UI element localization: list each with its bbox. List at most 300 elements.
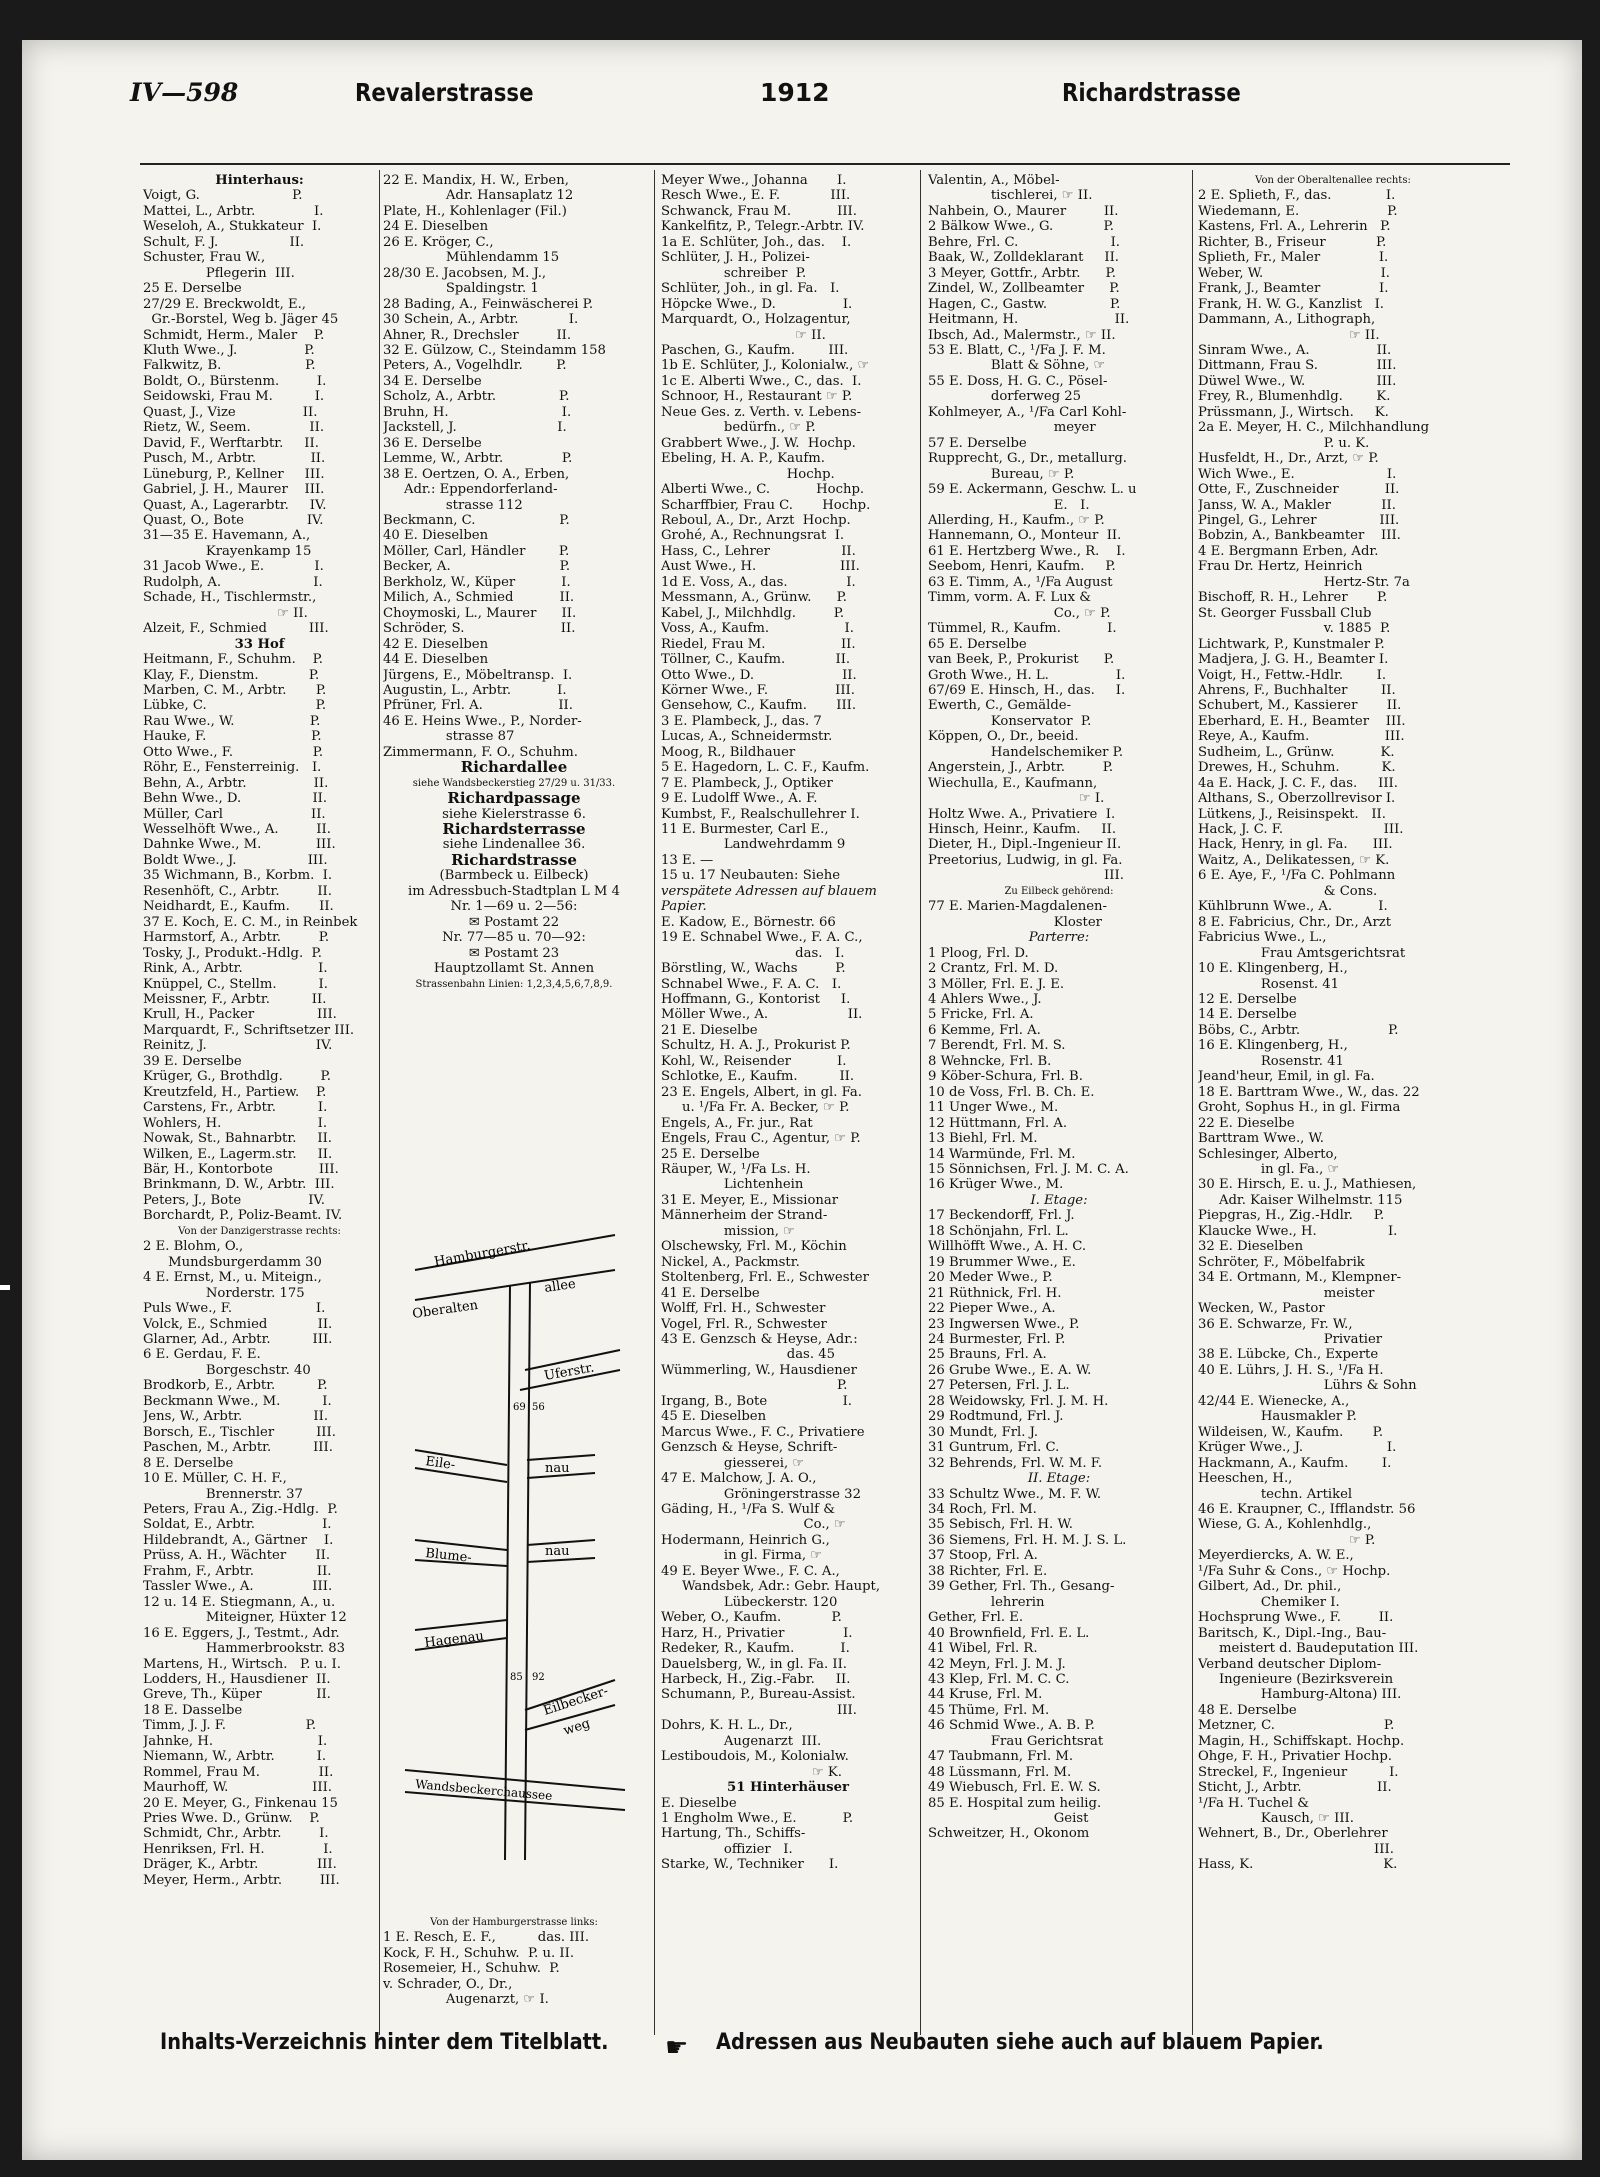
directory-entry: ¹/Fa H. Tuchel &	[1198, 1795, 1310, 1811]
directory-entry: Bär, H., Kontorbote III.	[143, 1162, 339, 1177]
directory-entry: Holtz Wwe. A., Privatiere I.	[928, 806, 1116, 822]
directory-entry: Meyer Wwe., Johanna I.	[661, 173, 847, 188]
directory-entry: ¹/Fa Suhr & Cons., ☞ Hochp.	[1198, 1563, 1391, 1579]
directory-entry: 1 Ploog, Frl. D.	[928, 945, 1029, 961]
directory-entry: 5 E. Hagedorn, L. C. F., Kaufm.	[661, 760, 870, 776]
directory-entry: Sticht, J., Arbtr. II.	[1198, 1780, 1392, 1796]
map-label-hagenau: Hagenau	[423, 1628, 485, 1651]
directory-entry: Tassler Wwe., A. III.	[143, 1579, 333, 1595]
directory-entry: Dohrs, K. H. L., Dr.,	[661, 1718, 793, 1734]
directory-entry: Lührs & Sohn	[1198, 1378, 1417, 1394]
directory-entry: lehrerin	[928, 1594, 1045, 1610]
directory-entry: Greve, Th., Küper II.	[143, 1687, 331, 1703]
directory-entry: 21 E. Dieselbe	[661, 1022, 758, 1038]
directory-entry: Gether, Frl. E.	[928, 1610, 1024, 1626]
directory-entry: Rink, A., Arbtr. I.	[143, 961, 328, 977]
directory-entry: 51 Hinterhäuser	[727, 1780, 849, 1796]
directory-entry: Alberti Wwe., C. Hochp.	[661, 482, 865, 498]
directory-entry: Peters, A., Vogelhdlr. P.	[383, 358, 567, 374]
directory-entry: Lichtwark, P., Kunstmaler P.	[1198, 636, 1385, 652]
directory-entry: Irgang, B., Bote I.	[661, 1393, 852, 1409]
directory-entry: Moog, R., Bildhauer	[661, 744, 796, 760]
directory-entry: im Adressbuch-Stadtplan L M 4	[408, 883, 620, 899]
directory-entry: Kumbst, F., Realschullehrer I.	[661, 806, 860, 822]
directory-entry: Wohlers, H. I.	[143, 1115, 328, 1131]
directory-entry: Dieter, H., Dipl.-Ingenieur II.	[928, 837, 1122, 853]
directory-entry: Husfeldt, H., Dr., Arzt, ☞ P.	[1198, 451, 1379, 467]
directory-entry: verspätete Adressen auf blauem	[661, 883, 877, 899]
directory-entry: Höpcke Wwe., D. I.	[661, 296, 853, 312]
directory-entry: 48 E. Derselbe	[1198, 1702, 1297, 1718]
map-number-69: 69	[513, 1402, 526, 1413]
directory-entry: Groth Wwe., H. L. I.	[928, 667, 1126, 683]
directory-entry: Kankelfitz, P., Telegr.-Arbtr. IV.	[661, 219, 865, 235]
directory-entry: Hagen, C., Gastw. P.	[928, 296, 1121, 312]
directory-entry: 26 E. Kröger, C.,	[383, 234, 494, 250]
directory-entry: Weber, O., Kaufm. P.	[661, 1610, 842, 1626]
directory-entry: Gensehow, C., Kaufm. III.	[661, 698, 857, 714]
directory-entry: Riedel, Frau M. II.	[661, 636, 856, 652]
directory-entry: Wecken, W., Pastor	[1198, 1301, 1325, 1317]
directory-entry: P. u. K.	[1198, 435, 1370, 451]
directory-entry: Privatier	[1198, 1331, 1383, 1347]
directory-entry: Marben, C. M., Arbtr. P.	[143, 682, 327, 698]
directory-entry: meyer	[928, 420, 1096, 436]
directory-entry: 59 E. Ackermann, Geschw. L. u	[928, 482, 1137, 498]
directory-entry: 3 Meyer, Gottfr., Arbtr. P.	[928, 265, 1116, 281]
directory-entry: 31 Guntrum, Frl. C.	[928, 1440, 1060, 1456]
map-label-weg: weg	[561, 1716, 593, 1739]
directory-entry: Schmidt, Herm., Maler P.	[143, 327, 325, 343]
directory-entry: Olschewsky, Frl. M., Köchin	[661, 1239, 847, 1255]
page-footer	[160, 2030, 1500, 2064]
directory-entry: Meyer, Herm., Arbtr. III.	[143, 1872, 340, 1888]
directory-entry: Frank, H. W. G., Kanzlist I.	[1198, 296, 1384, 312]
directory-entry: Nahbein, O., Maurer II.	[928, 203, 1119, 219]
directory-entry: 22 Pieper Wwe., A.	[928, 1301, 1056, 1317]
directory-entry: Voigt, H., Fettw.-Hdlr. I.	[1198, 667, 1387, 683]
directory-entry: offizier I.	[661, 1841, 793, 1857]
directory-entry: 18 Schönjahn, Frl. L.	[928, 1223, 1069, 1239]
directory-entry: Weber, W. I.	[1198, 265, 1390, 281]
directory-entry: Möller Wwe., A. II.	[661, 1007, 863, 1023]
directory-entry: Borchardt, P., Poliz-Beamt. IV.	[143, 1208, 343, 1224]
page-header	[130, 78, 1510, 126]
map-label-allee: allee	[543, 1276, 577, 1296]
directory-entry: Otto Wwe., D. II.	[661, 667, 857, 683]
directory-entry: 28/30 E. Jacobsen, M. J.,	[383, 265, 547, 281]
directory-entry: Klaucke Wwe., H. I.	[1198, 1223, 1398, 1239]
directory-entry: Ohge, F. H., Privatier Hochp.	[1198, 1749, 1392, 1765]
directory-entry: Prüss, A. H., Wächter II.	[143, 1548, 331, 1564]
directory-entry: Nickel, A., Packmstr.	[661, 1254, 800, 1270]
directory-entry: Kock, F. H., Schuhw. P. u. II.	[383, 1945, 575, 1961]
directory-entry: 19 E. Schnabel Wwe., F. A. C.,	[661, 930, 863, 946]
directory-entry: 41 E. Derselbe	[661, 1285, 760, 1301]
directory-entry: 30 E. Hirsch, E. u. J., Mathiesen,	[1198, 1177, 1417, 1193]
directory-entry: Hinterhaus:	[215, 173, 304, 188]
footer-index-note: Inhalts-Verzeichnis hinter dem Titelblatt.	[160, 2030, 609, 2055]
footer-new-buildings-note: Adressen aus Neubauten siehe auch auf blauem Papier.	[716, 2030, 1324, 2055]
directory-entry: 55 E. Doss, H. G. C., Pösel-	[928, 373, 1108, 389]
directory-entry: 2 E. Blohm, O.,	[143, 1239, 244, 1255]
directory-entry: Landwehrdamm 9	[661, 837, 846, 853]
directory-entry: Hildebrandt, A., Gärtner I.	[143, 1532, 334, 1548]
directory-entry: Seebom, Henri, Kaufm. P.	[928, 559, 1116, 575]
directory-entry: Niemann, W., Arbtr. I.	[143, 1749, 327, 1765]
directory-entry: 20 Meder Wwe., P.	[928, 1270, 1053, 1286]
directory-entry: Scholz, A., Arbtr. P.	[383, 389, 570, 405]
year-heading: 1912	[760, 78, 830, 107]
page-number: IV—598	[130, 78, 239, 107]
directory-column-5	[1198, 173, 1468, 2028]
directory-entry: Jackstell, J. I.	[383, 420, 567, 436]
directory-entry: Geist	[928, 1811, 1089, 1827]
directory-entry: Lodders, H., Hausdiener II.	[143, 1671, 331, 1687]
directory-entry: 15 Sönnichsen, Frl. J. M. C. A.	[928, 1162, 1129, 1177]
directory-entry: Mattei, L., Arbtr. I.	[143, 203, 324, 219]
directory-entry: Schweitzer, H., Ökonom	[928, 1826, 1090, 1842]
directory-entry: das. 45	[661, 1347, 835, 1363]
directory-entry: 34 Roch, Frl. M.	[928, 1501, 1037, 1517]
directory-entry: Lübke, C. P.	[143, 698, 327, 714]
directory-entry: Zindel, W., Zollbeamter P.	[928, 281, 1120, 297]
directory-entry: Düwel Wwe., W. III.	[1198, 373, 1397, 389]
directory-entry: Schubert, M., Kassierer II.	[1198, 698, 1402, 714]
directory-entry: Kabel, J., Milchhdlg. P.	[661, 605, 845, 621]
directory-entry: bedürfn., ☞ P.	[661, 420, 816, 436]
directory-entry: 6 E. Gerdau, F. E.	[143, 1347, 261, 1363]
directory-entry: 14 E. Derselbe	[1198, 1007, 1297, 1023]
directory-entry: Böbs, C., Arbtr. P.	[1198, 1022, 1399, 1038]
directory-entry: Ingenieure (Bezirksverein	[1198, 1671, 1394, 1687]
directory-entry: Resch Wwe., E. F. III.	[661, 188, 851, 204]
directory-entry: Weseloh, A., Stukkateur I.	[143, 219, 322, 235]
directory-entry: Neue Ges. z. Verth. v. Lebens-	[661, 404, 862, 420]
directory-entry: Quast, O., Bote IV.	[143, 512, 324, 528]
directory-entry: Von der Oberaltenallee rechts:	[1255, 175, 1411, 186]
header-rule	[140, 163, 1510, 165]
directory-entry: Tümmel, R., Kaufm. I.	[928, 621, 1117, 637]
directory-entry: E. Kadow, E., Börnestr. 66	[661, 914, 836, 930]
directory-entry: 32 E. Dieselben	[1198, 1239, 1304, 1255]
directory-entry: Splieth, Fr., Maler I.	[1198, 250, 1389, 266]
directory-entry: in gl. Firma, ☞	[661, 1548, 823, 1564]
directory-entry: 40 E. Dieselben	[383, 528, 489, 544]
directory-entry: 36 Siemens, Frl. H. M. J. S. L.	[928, 1532, 1127, 1548]
directory-entry: 22 E. Mandix, H. W., Erben,	[383, 173, 569, 188]
directory-entry: Paschen, M., Arbtr. III.	[143, 1440, 333, 1456]
directory-entry: Hausmakler P.	[1198, 1409, 1357, 1425]
directory-entry: Alzeit, F., Schmied III.	[143, 621, 329, 637]
directory-entry: 10 E. Müller, C. H. F.,	[143, 1471, 287, 1487]
directory-entry: 37 E. Koch, E. C. M., in Reinbek	[143, 914, 358, 930]
directory-entry: Jens, W., Arbtr. II.	[143, 1409, 329, 1425]
directory-entry: Ebeling, H. A. P., Kaufm.	[661, 451, 825, 467]
directory-entry: 23 E. Engels, Albert, in gl. Fa.	[661, 1084, 862, 1100]
directory-entry: Milich, A., Schmied II.	[383, 590, 575, 606]
directory-entry: Augenarzt, ☞ I.	[383, 1992, 549, 2008]
directory-entry: Knüppel, C., Stellm. I.	[143, 976, 328, 992]
directory-entry: Hertz-Str. 7a	[1198, 574, 1410, 590]
directory-entry: Falkwitz, B. P.	[143, 358, 316, 374]
directory-entry: 49 Wiebusch, Frl. E. W. S.	[928, 1780, 1101, 1796]
directory-entry: Jeand'heur, Emil, in gl. Fa.	[1198, 1069, 1375, 1085]
directory-entry: Behre, Frl. C. I.	[928, 234, 1120, 250]
directory-entry: u. ¹/Fa Fr. A. Becker, ☞ P.	[661, 1100, 850, 1116]
directory-entry: Blatt & Söhne, ☞	[928, 358, 1106, 374]
directory-entry: P.	[661, 1378, 848, 1394]
directory-entry: 46 Schmid Wwe., A. B. P.	[928, 1718, 1095, 1734]
directory-entry: Köppen, O., Dr., beeid.	[928, 729, 1079, 745]
directory-entry: 30 Schein, A., Arbtr. I.	[383, 312, 579, 328]
directory-entry: 15 u. 17 Neubauten: Siehe	[661, 868, 841, 884]
column-divider	[1192, 170, 1193, 2035]
directory-entry: meister	[1198, 1285, 1375, 1301]
directory-entry: Richardstrasse	[451, 852, 577, 869]
directory-entry: 5 Fricke, Frl. A.	[928, 1007, 1034, 1023]
map-label-hamburger: Hamburgerstr.	[433, 1238, 532, 1270]
directory-entry: 48 Lüssmann, Frl. M.	[928, 1764, 1072, 1780]
directory-entry: Pflegerin III.	[143, 265, 295, 281]
directory-entry: Richardallee	[460, 760, 568, 776]
directory-entry: 57 E. Derselbe	[928, 435, 1027, 451]
directory-entry: Dauelsberg, W., in gl. Fa. II.	[661, 1656, 847, 1672]
map-number-92: 92	[532, 1672, 545, 1683]
directory-entry: Peters, J., Bote IV.	[143, 1192, 325, 1208]
directory-entry: Reinitz, J. IV.	[143, 1038, 333, 1054]
directory-entry: Otto Wwe., F. P.	[143, 744, 324, 760]
directory-entry: Nr. 1—69 u. 2—56:	[450, 899, 578, 915]
directory-entry: Körner Wwe., F. III.	[661, 682, 855, 698]
directory-entry: ☞ II.	[143, 605, 308, 621]
directory-entry: Quast, A., Lagerarbtr. IV.	[143, 497, 327, 513]
directory-entry: Frank, J., Beamter I.	[1198, 281, 1389, 297]
directory-entry: Timm, vorm. A. F. Lux &	[928, 590, 1091, 606]
directory-entry: 7 E. Plambeck, J., Optiker	[661, 775, 833, 791]
directory-entry: Richardpassage	[447, 791, 581, 807]
directory-entry: Krull, H., Packer III.	[143, 1007, 337, 1023]
directory-entry: Co., ☞	[661, 1517, 846, 1533]
directory-entry: Kausch, ☞ III.	[1198, 1811, 1354, 1827]
directory-entry: Räuper, W., ¹/Fa Ls. H.	[661, 1162, 811, 1177]
directory-entry: 2 Bälkow Wwe., G. P.	[928, 219, 1114, 235]
directory-entry: 31 E. Meyer, E., Missionar	[661, 1192, 839, 1208]
directory-entry: Meyerdiercks, A. W. E.,	[1198, 1548, 1354, 1564]
directory-entry: mission, ☞	[661, 1223, 795, 1239]
directory-entry: Rosenstr. 41	[1198, 1053, 1344, 1069]
directory-entry: Behn, A., Arbtr. II.	[143, 775, 329, 791]
directory-entry: 2 E. Splieth, F., das. I.	[1198, 188, 1396, 204]
directory-entry: meistert d. Baudeputation III.	[1198, 1641, 1419, 1657]
directory-entry: 16 Krüger Wwe., M.	[928, 1177, 1064, 1193]
directory-entry: Hamburg-Altona) III.	[1198, 1687, 1402, 1703]
directory-entry: Hack, J. C. F. III.	[1198, 822, 1404, 838]
directory-entry: 34 E. Derselbe	[383, 373, 482, 389]
directory-entry: Harmstorf, A., Arbtr. P.	[143, 930, 330, 946]
directory-entry: Heitmann, F., Schuhm. P.	[143, 652, 323, 668]
directory-entry: Wiese, G. A., Kohlenhdlg.,	[1198, 1517, 1372, 1533]
directory-entry: Richter, B., Friseur P.	[1198, 234, 1387, 250]
directory-entry: Preetorius, Ludwig, in gl. Fa.	[928, 852, 1123, 868]
directory-entry: 24 E. Dieselben	[383, 219, 489, 235]
directory-entry: strasse 112	[383, 497, 523, 513]
directory-entry: Schult, F. J. II.	[143, 234, 305, 250]
directory-entry: Dräger, K., Arbtr. III.	[143, 1857, 337, 1873]
directory-entry: Handelschemiker P.	[928, 744, 1124, 760]
directory-entry: 47 E. Malchow, J. A. O.,	[661, 1471, 817, 1487]
directory-entry: Röhr, E., Fensterreinig. I.	[143, 760, 322, 776]
directory-entry: 2 Crantz, Frl. M. D.	[928, 961, 1059, 977]
directory-entry: 25 Brauns, Frl. A.	[928, 1347, 1047, 1363]
directory-entry: Richardsterrasse	[442, 822, 586, 838]
directory-entry: Borsch, E., Tischler III.	[143, 1424, 336, 1440]
directory-entry: 25 E. Derselbe	[143, 281, 242, 297]
directory-entry: 26 Grube Wwe., E. A. W.	[928, 1362, 1092, 1378]
directory-entry: 42 Meyn, Frl. J. M. J.	[928, 1656, 1066, 1672]
directory-entry: ☞ K.	[661, 1764, 842, 1780]
directory-entry: Glarner, Ad., Arbtr. III.	[143, 1331, 333, 1347]
directory-entry: techn. Artikel	[1198, 1486, 1353, 1502]
directory-entry: Willhöfft Wwe., A. H. C.	[928, 1239, 1087, 1255]
directory-entry: van Beek, P., Prokurist P.	[928, 652, 1115, 668]
directory-entry: Gabriel, J. H., Maurer III.	[143, 482, 325, 498]
directory-entry: Hack, Henry, in gl. Fa. III.	[1198, 837, 1393, 853]
directory-entry: Genzsch & Heyse, Schrift-	[661, 1440, 838, 1456]
directory-entry: Parterre:	[1028, 930, 1090, 946]
column-divider	[379, 170, 380, 2035]
directory-entry: Otte, F., Zuschneider II.	[1198, 482, 1400, 498]
directory-entry: 10 de Voss, Frl. B. Ch. E.	[928, 1084, 1095, 1100]
directory-entry: Kohlmeyer, A., ¹/Fa Carl Kohl-	[928, 404, 1127, 420]
directory-entry: Ahrens, F., Buchhalter II.	[1198, 682, 1396, 698]
directory-entry: 34 E. Ortmann, M., Klempner-	[1198, 1270, 1402, 1286]
directory-entry: Vogel, Frl. R., Schwester	[661, 1316, 827, 1332]
directory-entry: Mühlendamm 15	[383, 250, 560, 266]
directory-entry: Lemme, W., Arbtr. P.	[383, 451, 573, 467]
directory-entry: Frahm, F., Arbtr. II.	[143, 1563, 332, 1579]
directory-entry: Meissner, F., Arbtr. II.	[143, 992, 327, 1008]
directory-entry: 13 Biehl, Frl. M.	[928, 1131, 1038, 1147]
directory-entry: Puls Wwe., F. I.	[143, 1301, 326, 1317]
directory-entry: 14 Warmünde, Frl. M.	[928, 1146, 1076, 1162]
directory-entry: Voss, A., Kaufm. I.	[661, 621, 854, 637]
directory-entry: 2a E. Meyer, H. C., Milchhandlung	[1198, 420, 1430, 436]
directory-entry: 41 Wibel, Frl. R.	[928, 1641, 1038, 1657]
directory-entry: & Cons.	[1198, 883, 1378, 899]
directory-entry: Schlesinger, Alberto,	[1198, 1146, 1338, 1162]
directory-entry: Schultz, H. A. J., Prokurist P.	[661, 1038, 851, 1054]
directory-entry: Wesselhöft Wwe., A. II.	[143, 822, 331, 838]
directory-entry: 77 E. Marien-Magdalenen-	[928, 899, 1108, 915]
directory-entry: Schnoor, H., Restaurant ☞ P.	[661, 389, 853, 405]
directory-entry: Streckel, F., Ingenieur I.	[1198, 1764, 1399, 1780]
directory-entry: Bureau, ☞ P.	[928, 466, 1075, 482]
directory-entry: Wümmerling, W., Hausdiener	[661, 1362, 857, 1378]
directory-entry: Martens, H., Wirtsch. P. u. I.	[143, 1656, 341, 1672]
directory-entry: Neidhardt, E., Kaufm. II.	[143, 899, 334, 915]
directory-entry: Redeker, R., Kaufm. I.	[661, 1641, 850, 1657]
directory-entry: Berkholz, W., Küper I.	[383, 574, 571, 590]
directory-entry: Adr. Hansaplatz 12	[383, 188, 574, 204]
directory-entry: David, F., Werftarbtr. II.	[143, 435, 319, 451]
directory-entry: Resenhöft, C., Arbtr. II.	[143, 883, 332, 899]
directory-entry: Brodkorb, E., Arbtr. P.	[143, 1378, 328, 1394]
directory-entry: Groht, Sophus H., in gl. Firma	[1198, 1100, 1401, 1116]
map-label-oberalten: Oberalten	[411, 1297, 480, 1322]
directory-entry: 31 Jacob Wwe., E. I.	[143, 559, 324, 575]
directory-entry: 1c E. Alberti Wwe., C., das. I.	[661, 373, 862, 389]
directory-entry: 38 E. Lübcke, Ch., Experte	[1198, 1347, 1379, 1363]
directory-entry: 46 E. Kraupner, C., Ifflandstr. 56	[1198, 1501, 1416, 1517]
directory-entry: Angerstein, J., Arbtr. P.	[928, 760, 1114, 776]
directory-entry: 32 Behrends, Frl. W. M. F.	[928, 1455, 1103, 1471]
directory-entry: ☞ II.	[661, 327, 826, 343]
directory-entry: Dammann, A., Lithograph,	[1198, 312, 1376, 328]
directory-entry: Hodermann, Heinrich G.,	[661, 1532, 830, 1548]
directory-entry: Kohl, W., Reisender I.	[661, 1053, 847, 1069]
directory-entry: Gäding, H., ¹/Fa S. Wulf &	[661, 1501, 835, 1517]
directory-entry: Pries Wwe. D., Grünw. P.	[143, 1811, 320, 1827]
directory-entry: Gr.-Borstel, Weg b. Jäger 45	[143, 312, 339, 328]
directory-entry: 1d E. Voss, A., das. I.	[661, 574, 856, 590]
directory-entry: Hochsprung Wwe., F. II.	[1198, 1610, 1394, 1626]
directory-entry: St. Georger Fussball Club	[1198, 605, 1372, 621]
directory-entry: Wolff, Frl. H., Schwester	[661, 1301, 826, 1317]
map-footer-entries	[383, 1915, 645, 2015]
directory-entry: Zimmermann, F. O., Schuhm.	[383, 744, 578, 760]
directory-entry: v. 1885 P.	[1198, 621, 1391, 637]
directory-entry: 85 E. Hospital zum heilig.	[928, 1795, 1102, 1811]
directory-entry: Lichtenhein	[661, 1177, 804, 1193]
directory-entry: Gröningerstrasse 32	[661, 1486, 861, 1502]
directory-entry: Sudheim, L., Grünw. K.	[1198, 744, 1395, 760]
directory-entry: Magin, H., Schiffskapt. Hochp.	[1198, 1733, 1405, 1749]
directory-entry: Baak, W., Zolldeklarant II.	[928, 250, 1119, 266]
directory-entry: Grabbert Wwe., J. W. Hochp.	[661, 435, 856, 451]
directory-entry: Schnabel Wwe., F. A. C. I.	[661, 976, 842, 992]
directory-entry: III.	[1198, 1841, 1394, 1857]
directory-entry: 1 E. Resch, E. F., das. III.	[383, 1930, 590, 1946]
directory-entry: 43 E. Genzsch & Heyse, Adr.:	[661, 1331, 858, 1347]
directory-entry: Dahnke Wwe., M. III.	[143, 837, 336, 853]
directory-entry: E. Dieselbe	[661, 1795, 737, 1811]
directory-entry: Schmidt, Chr., Arbtr. I.	[143, 1826, 329, 1842]
map-label-nau1: nau	[545, 1461, 570, 1476]
directory-entry: Boldt Wwe., J. III.	[143, 852, 328, 868]
directory-entry: 32 E. Gülzow, C., Steindamm 158	[383, 342, 606, 358]
directory-entry: Harz, H., Privatier I.	[661, 1625, 853, 1641]
directory-entry: tischlerei, ☞ II.	[928, 188, 1093, 204]
directory-entry: Marquardt, F., Schriftsetzer III.	[143, 1022, 355, 1038]
directory-entry: Piepgras, H., Zig.-Hdlr. P.	[1198, 1208, 1385, 1224]
directory-entry: 42/44 E. Wienecke, A.,	[1198, 1393, 1350, 1409]
directory-entry: Papier.	[661, 899, 707, 915]
directory-entry: Hackmann, A., Kaufm. I.	[1198, 1455, 1392, 1471]
directory-entry: 9 E. Ludolff Wwe., A. F.	[661, 791, 818, 807]
directory-entry: Reye, A., Kaufm. III.	[1198, 729, 1405, 745]
directory-entry: Starke, W., Techniker I.	[661, 1857, 839, 1873]
directory-entry: Paschen, G., Kaufm. III.	[661, 342, 849, 358]
directory-entry: Mundsburgerdamm 30	[143, 1254, 322, 1270]
left-street-heading: Revalerstrasse	[355, 78, 534, 107]
directory-entry: 33 Hof	[234, 636, 285, 652]
directory-entry: 29 Rodtmund, Frl. J.	[928, 1409, 1064, 1425]
directory-entry: Möller, Carl, Händler P.	[383, 543, 570, 559]
directory-entry: Reboul, A., Dr., Arzt Hochp.	[661, 512, 851, 528]
directory-entry: 27/29 E. Breckwoldt, E.,	[143, 296, 306, 312]
directory-entry: Rommel, Frau M. II.	[143, 1764, 334, 1780]
